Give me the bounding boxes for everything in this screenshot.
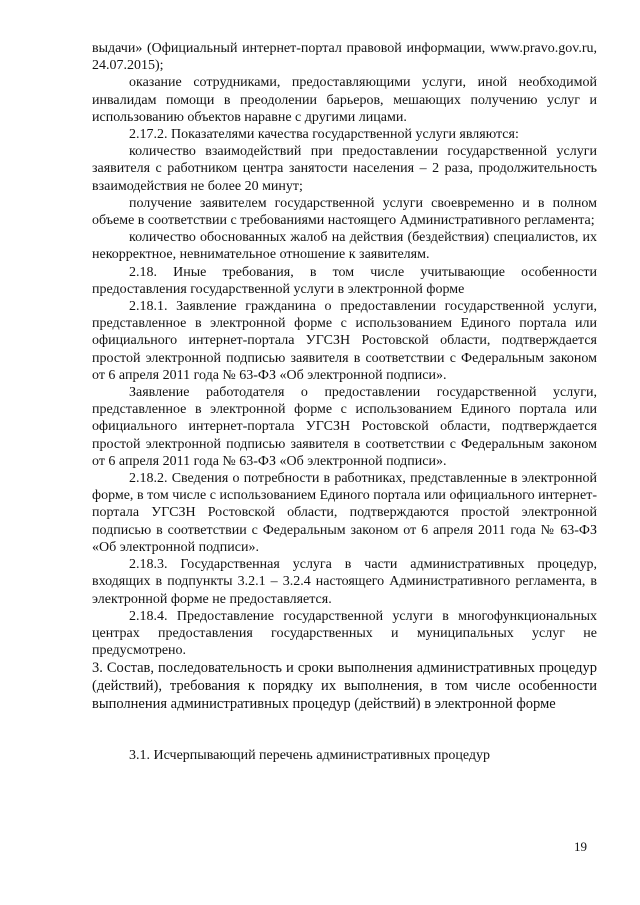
body-paragraph: 2.18.2. Сведения о потребности в работниках, представленные в электронной форме, в том числе с использованием Единого портала или официального интернет-портала УГСЗН Ростовской области, подтверждаются простой электронной подписью в соответствии с Федеральным законом от 6 апреля 2011 года № 63-ФЗ «Об электронной подписи». <box>92 471 597 555</box>
body-paragraph: 2.18.1. Заявление гражданина о предоставлении государственной услуги, представленное в электронной форме с использованием Единого портала или официального интернет-портала УГСЗН Ростовской области, подтверждается простой электронной подписью заявителя в соответствии с Федеральным законом от 6 апреля 2011 года № 63-ФЗ «Об электронной подписи». <box>92 299 597 383</box>
body-paragraph: Заявление работодателя о предоставлении государственной услуги, представленное в электронной форме с использованием Единого портала или официального интернет-портала УГСЗН Ростовской области, подтверждается простой электронной подписью заявителя в соответствии с Федеральным законом от 6 апреля 2011 года № 63-ФЗ «Об электронной подписи». <box>92 385 597 469</box>
body-paragraph: количество взаимодействий при предоставлении государственной услуги заявителя с работником центра занятости населения – 2 раза, продолжительность взаимодействия не более 20 минут; <box>92 144 597 194</box>
body-paragraph: количество обоснованных жалоб на действия (бездействия) специалистов, их некорректное, невнимательное отношение к заявителям. <box>92 230 597 263</box>
body-paragraph: 2.18.4. Предоставление государственной услуги в многофункциональных центрах предоставления государственных и муниципальных услуг не предусмотрено. <box>92 608 597 659</box>
body-paragraph: получение заявителем государственной услуги своевременно и в полном объеме в соответствии с требованиями настоящего Административного регламента; <box>92 195 597 229</box>
subsection-heading: 3.1. Исчерпывающий перечень административных процедур <box>129 748 491 764</box>
body-paragraph: 2.18.3. Государственная услуга в части административных процедур, входящих в подпункты 3.2.1 – 3.2.4 настоящего Административного регламента, в электронной форме не предоставляется. <box>92 557 597 607</box>
body-paragraph: оказание сотрудниками, предоставляющими услуги, иной необходимой инвалидам помощи в преодолении барьеров, мешающих получению услуг и использованию объектов наравне с другими лицами. <box>92 75 597 125</box>
document-body <box>92 40 597 765</box>
body-paragraph: выдачи» (Официальный интернет-портал правовой информации, www.pravo.gov.ru, 24.07.2015); <box>92 41 597 74</box>
body-paragraph: 2.18. Иные требования, в том числе учитывающие особенности предоставления государственной услуги в электронной форме <box>92 264 597 297</box>
body-paragraph: 2.17.2. Показателями качества государственной услуги являются: <box>129 127 519 143</box>
page-number: 19 <box>574 839 587 854</box>
section-heading: 3. Состав, последовательность и сроки выполнения административных процедур (действий), требования к порядку их выполнения, в том числе особенности выполнения административных процедур (действий) в электронной форме <box>92 660 597 713</box>
